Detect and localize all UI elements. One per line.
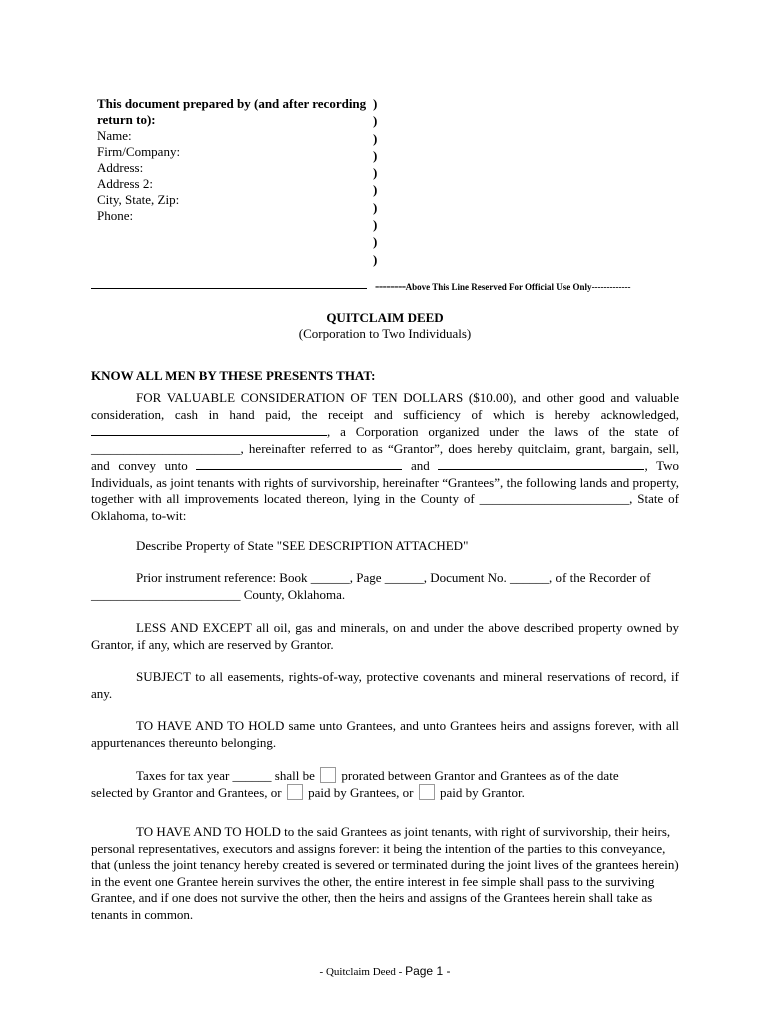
grantor-name-blank[interactable] bbox=[91, 423, 327, 436]
document-subtitle: (Corporation to Two Individuals) bbox=[298, 326, 472, 341]
paid-by-grantor-text: paid by Grantor. bbox=[440, 785, 525, 800]
paid-by-grantees-checkbox[interactable] bbox=[287, 784, 303, 800]
paid-by-grantees-text: paid by Grantees, or bbox=[308, 785, 414, 800]
consideration-text: FOR VALUABLE CONSIDERATION OF TEN DOLLARS ($10.00), and other good and valuable consideration, cash in hand paid, the receipt and sufficiency of which is hereby acknowledged, bbox=[91, 390, 679, 422]
prepared-by-heading: This document prepared by (and after recording return to): bbox=[97, 96, 367, 127]
bracket-column: ) ) ) ) ) ) ) ) ) ) bbox=[373, 96, 378, 267]
prior-instrument-text: Prior instrument reference: Book ______, Page ______, Document No. ______, of the Recorder of bbox=[136, 570, 651, 585]
official-use-line bbox=[375, 278, 631, 294]
selected-text: selected by Grantor and Grantees, or bbox=[91, 785, 282, 800]
grantees-definition-text: Two Individuals, as joint tenants with rights of survivorship, hereinafter “Grantees”, the following lands and property, together with all improvements located thereon, lying in the County of bbox=[91, 458, 680, 506]
prior-county-text: _______________________ County, Oklahoma. bbox=[91, 586, 346, 602]
know-all-men-heading: KNOW ALL MEN BY THESE PRESENTS THAT: bbox=[91, 368, 376, 383]
document-title: QUITCLAIM DEED bbox=[326, 310, 444, 325]
less-and-except-paragraph: LESS AND EXCEPT all oil, gas and minerals, on and under the above described property owned by Grantor, if any, which are reserved by Grantor. bbox=[91, 620, 679, 652]
page-footer bbox=[0, 964, 770, 978]
reserved-dashes-tail: ------------- bbox=[591, 282, 631, 292]
reserved-label: Above This Line Reserved For Official Use Only bbox=[405, 282, 592, 292]
prepared-field-address2: Address 2: bbox=[97, 176, 153, 191]
to-have-and-hold-paragraph: TO HAVE AND TO HOLD same unto Grantees, and unto Grantees heirs and assigns forever, with all appurtenances thereunto belonging. bbox=[91, 718, 679, 750]
prepared-field-phone: Phone: bbox=[97, 208, 134, 223]
joint-tenancy-paragraph: TO HAVE AND TO HOLD to the said Grantees as joint tenants, with right of survivorship, their heirs, personal representatives, executors and assigns forever: it being the intention of the parties to this conveyance, that (unless the joint tenancy hereby created is severed or terminated during the joint lives of the grantees herein) in the event one Grantee herein survives the other, the entire interest in fee simple shall pass to the surviving Grantee, and if one does not survive the other, then the heirs and assigns of the Grantees herein shall take as tenants in common. bbox=[91, 824, 679, 922]
consideration-paragraph bbox=[91, 390, 679, 524]
state-oklahoma-text: , State of Oklahoma, to-wit: bbox=[91, 491, 680, 523]
prepared-field-firm: Firm/Company: bbox=[97, 144, 181, 159]
subject-to-paragraph: SUBJECT to all easements, rights-of-way, protective covenants and mineral reservations of record, if any. bbox=[91, 669, 679, 701]
county-blank[interactable]: _______________________ bbox=[479, 491, 630, 506]
taxes-paragraph bbox=[91, 767, 679, 801]
paid-by-grantor-checkbox[interactable] bbox=[419, 784, 435, 800]
prepared-by-block bbox=[97, 96, 367, 224]
prior-instrument-paragraph bbox=[91, 570, 679, 603]
comma-text: , bbox=[644, 458, 648, 473]
recording-divider-line bbox=[91, 288, 367, 289]
reserved-dashes-lead: -------- bbox=[375, 278, 406, 293]
prorated-checkbox[interactable] bbox=[320, 767, 336, 783]
grantor-definition-text: , hereinafter referred to as “Grantor”, does hereby quitclaim, grant, bargain, bbox=[240, 440, 653, 456]
grantee1-blank[interactable] bbox=[196, 457, 402, 470]
prepared-field-address: Address: bbox=[97, 160, 144, 175]
and-text: and bbox=[411, 458, 430, 473]
corporation-text: , a Corporation organized under the laws of the state of bbox=[327, 424, 679, 439]
taxes-text: Taxes for tax year ______ shall be bbox=[136, 768, 315, 783]
convey-text: sell, and convey unto bbox=[91, 440, 679, 473]
prepared-field-name: Name: bbox=[97, 128, 132, 143]
describe-property: Describe Property of State "SEE DESCRIPTION ATTACHED" bbox=[136, 538, 469, 553]
page-number: Page 1 - bbox=[405, 964, 451, 978]
grantee2-blank[interactable] bbox=[438, 457, 644, 470]
prorated-text: prorated between Grantor and Grantees as of the date bbox=[341, 768, 619, 783]
prepared-field-city-state-zip: City, State, Zip: bbox=[97, 192, 180, 207]
footer-label: - Quitclaim Deed - bbox=[319, 966, 403, 978]
state-blank[interactable]: _______________________ bbox=[91, 440, 241, 456]
